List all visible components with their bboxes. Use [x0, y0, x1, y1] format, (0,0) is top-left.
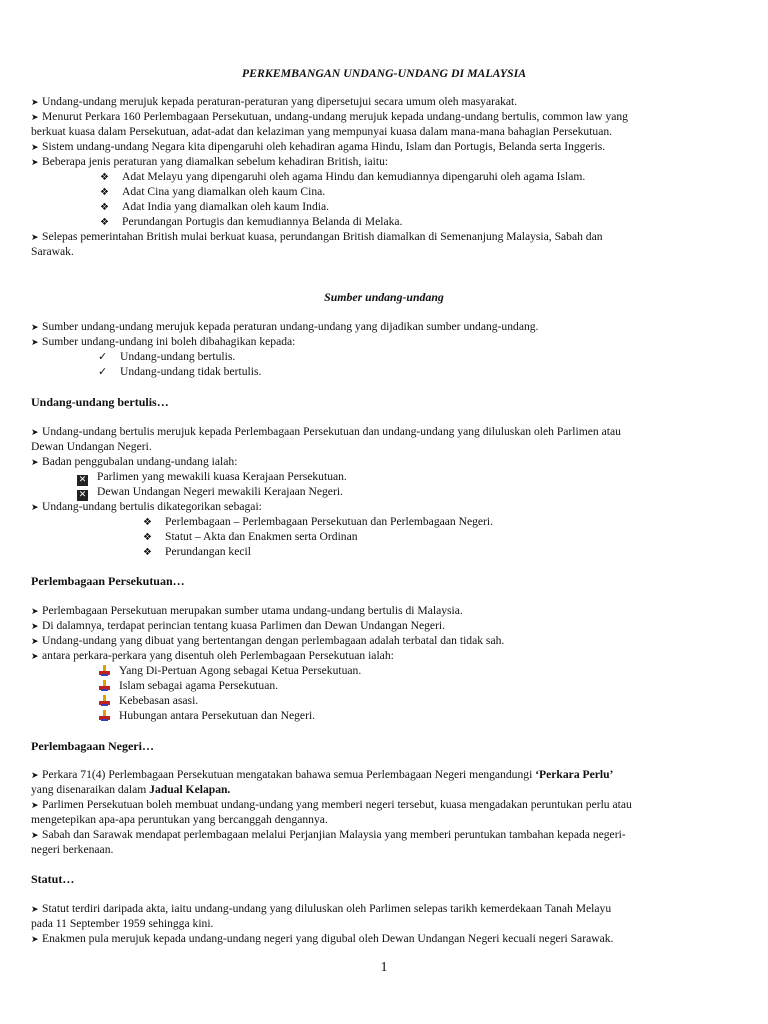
- list-item: ➤ Perkara 71(4) Perlembagaan Persekutuan mengatakan bahawa semua Perlembagaan Negeri mengandungi ‘Perkara Perlu’: [31, 768, 614, 781]
- list-item: Hubungan antara Persekutuan dan Negeri.: [98, 709, 315, 723]
- list-item: ❖ Adat Cina yang diamalkan oleh kaum Cina.: [100, 185, 326, 198]
- arrow-bullet-icon: ➤: [31, 323, 39, 333]
- list-item: ❖ Adat Melayu yang dipengaruhi oleh agama Hindu dan kemudiannya dipengaruhi oleh agama Islam.: [100, 170, 586, 183]
- list-item: ➤ Selepas pemerintahan British mulai berkuat kuasa, perundangan British diamalkan di Semenanjung Malaysia, Sabah dan: [31, 230, 603, 243]
- list-item: ➤ Beberapa jenis peraturan yang diamalkan sebelum kehadiran British, iaitu:: [31, 155, 389, 168]
- boxed-x-bullet-icon: ✕: [78, 490, 87, 500]
- page-title: PERKEMBANGAN UNDANG-UNDANG DI MALAYSIA: [241, 66, 527, 80]
- diamond-bullet-icon: ❖: [143, 532, 152, 543]
- checkmark-icon: ✓: [98, 350, 108, 363]
- arrow-bullet-icon: ➤: [31, 338, 39, 348]
- section-heading: Sumber undang-undang: [324, 290, 444, 304]
- section-heading: Perlembagaan Negeri…: [31, 739, 154, 753]
- list-item: Islam sebagai agama Persekutuan.: [98, 679, 278, 693]
- list-item: Yang Di-Pertuan Agong sebagai Ketua Persekutuan.: [98, 664, 361, 678]
- list-item: ❖ Statut – Akta dan Enakmen serta Ordinan: [143, 530, 358, 543]
- diamond-bullet-icon: ❖: [143, 547, 152, 558]
- list-item: ➤ Perlembagaan Persekutuan merupakan sumber utama undang-undang bertulis di Malaysia.: [31, 604, 463, 617]
- arrow-bullet-icon: ➤: [31, 233, 39, 243]
- pointing-hand-bullet-icon: [98, 695, 111, 706]
- section-heading: Undang-undang bertulis…: [31, 395, 169, 409]
- page-number: 1: [380, 960, 388, 975]
- arrow-bullet-icon: ➤: [31, 98, 39, 108]
- list-item: ❖ Adat India yang diamalkan oleh kaum India.: [100, 200, 330, 213]
- arrow-bullet-icon: ➤: [31, 652, 39, 662]
- list-item: ➤ Di dalamnya, terdapat perincian tentang kuasa Parlimen dan Dewan Undangan Negeri.: [31, 619, 446, 632]
- list-item: ➤ Sabah dan Sarawak mendapat perlembagaan melalui Perjanjian Malaysia yang memberi peruntukan tambahan kepada negeri-: [31, 828, 626, 841]
- list-item: ➤ Sumber undang-undang merujuk kepada peraturan undang-undang yang dijadikan sumber undang-undang.: [31, 320, 539, 333]
- checkmark-icon: ✓: [98, 365, 108, 378]
- list-item: ➤ Menurut Perkara 160 Perlembagaan Persekutuan, undang-undang merujuk kepada undang-undang bertulis, common law yang: [31, 110, 628, 123]
- list-item-continuation: Sarawak.: [31, 245, 74, 258]
- arrow-bullet-icon: ➤: [31, 801, 39, 811]
- list-item: ❖ Perundangan Portugis dan kemudiannya Belanda di Melaka.: [100, 215, 403, 228]
- section-heading: Statut…: [31, 872, 75, 886]
- list-item-continuation: pada 11 September 1959 sehingga kini.: [31, 917, 214, 930]
- list-item: ✕ Parlimen yang mewakili kuasa Kerajaan Persekutuan.: [78, 470, 347, 485]
- list-item: ➤ Statut terdiri daripada akta, iaitu undang-undang yang diluluskan oleh Parlimen selepas tarikh kemerdekaan Tanah Melayu: [31, 902, 612, 915]
- arrow-bullet-icon: ➤: [31, 935, 39, 945]
- pointing-hand-bullet-icon: [98, 680, 111, 691]
- boxed-x-bullet-icon: ✕: [78, 475, 87, 485]
- arrow-bullet-icon: ➤: [31, 831, 39, 841]
- list-item: ➤ Parlimen Persekutuan boleh membuat undang-undang yang memberi negeri tersebut, kuasa mengadakan peruntukan perlu atau: [31, 798, 632, 811]
- list-item: ❖ Perundangan kecil: [143, 545, 251, 558]
- diamond-bullet-icon: ❖: [100, 187, 109, 198]
- arrow-bullet-icon: ➤: [31, 637, 39, 647]
- list-item: Kebebasan asasi.: [98, 694, 198, 708]
- list-item: ➤ Badan penggubalan undang-undang ialah:: [31, 455, 238, 468]
- list-item: ➤ antara perkara-perkara yang disentuh oleh Perlembagaan Persekutuan ialah:: [31, 649, 394, 662]
- section-heading: Perlembagaan Persekutuan…: [31, 574, 185, 588]
- arrow-bullet-icon: ➤: [31, 905, 39, 915]
- list-item: ❖ Perlembagaan – Perlembagaan Persekutuan dan Perlembagaan Negeri.: [143, 515, 494, 528]
- arrow-bullet-icon: ➤: [31, 143, 39, 153]
- arrow-bullet-icon: ➤: [31, 622, 39, 632]
- arrow-bullet-icon: ➤: [31, 428, 39, 438]
- arrow-bullet-icon: ➤: [31, 607, 39, 617]
- list-item: ➤ Undang-undang yang dibuat yang bertentangan dengan perlembagaan adalah terbatal dan tidak sah.: [31, 634, 505, 647]
- list-item: ✓ Undang-undang tidak bertulis.: [98, 365, 262, 378]
- list-item-continuation: Dewan Undangan Negeri.: [31, 440, 152, 453]
- list-item: ➤ Undang-undang bertulis dikategorikan sebagai:: [31, 500, 262, 513]
- diamond-bullet-icon: ❖: [100, 217, 109, 228]
- list-item-continuation: negeri berkenaan.: [31, 843, 114, 856]
- arrow-bullet-icon: ➤: [31, 503, 39, 513]
- diamond-bullet-icon: ❖: [100, 172, 109, 183]
- diamond-bullet-icon: ❖: [100, 202, 109, 213]
- arrow-bullet-icon: ➤: [31, 771, 39, 781]
- list-item: ✓ Undang-undang bertulis.: [98, 350, 236, 363]
- arrow-bullet-icon: ➤: [31, 158, 39, 168]
- list-item-continuation: yang disenaraikan dalam Jadual Kelapan.: [31, 783, 231, 796]
- list-item-continuation: berkuat kuasa dalam Persekutuan, adat-adat dan kelaziman yang mempunyai kuasa dalam mana-mana bahagian Persekutuan.: [31, 125, 613, 138]
- list-item: ➤ Sumber undang-undang ini boleh dibahagikan kepada:: [31, 335, 296, 348]
- arrow-bullet-icon: ➤: [31, 113, 39, 123]
- list-item: ➤ Undang-undang merujuk kepada peraturan-peraturan yang dipersetujui secara umum oleh masyarakat.: [31, 95, 518, 108]
- list-item: ✕ Dewan Undangan Negeri mewakili Kerajaan Negeri.: [78, 485, 343, 500]
- pointing-hand-bullet-icon: [98, 710, 111, 721]
- list-item: ➤ Enakmen pula merujuk kepada undang-undang negeri yang digubal oleh Dewan Undangan Negeri kecuali negeri Sarawak.: [31, 932, 614, 945]
- diamond-bullet-icon: ❖: [143, 517, 152, 528]
- list-item: ➤ Sistem undang-undang Negara kita dipengaruhi oleh kehadiran agama Hindu, Islam dan Portugis, Belanda serta Inggeris.: [31, 140, 606, 153]
- list-item: ➤ Undang-undang bertulis merujuk kepada Perlembagaan Persekutuan dan undang-undang yang diluluskan oleh Parlimen atau: [31, 425, 621, 438]
- list-item-continuation: mengetepikan apa-apa peruntukan yang bercanggah dengannya.: [31, 813, 328, 826]
- arrow-bullet-icon: ➤: [31, 458, 39, 468]
- pointing-hand-bullet-icon: [98, 665, 111, 676]
